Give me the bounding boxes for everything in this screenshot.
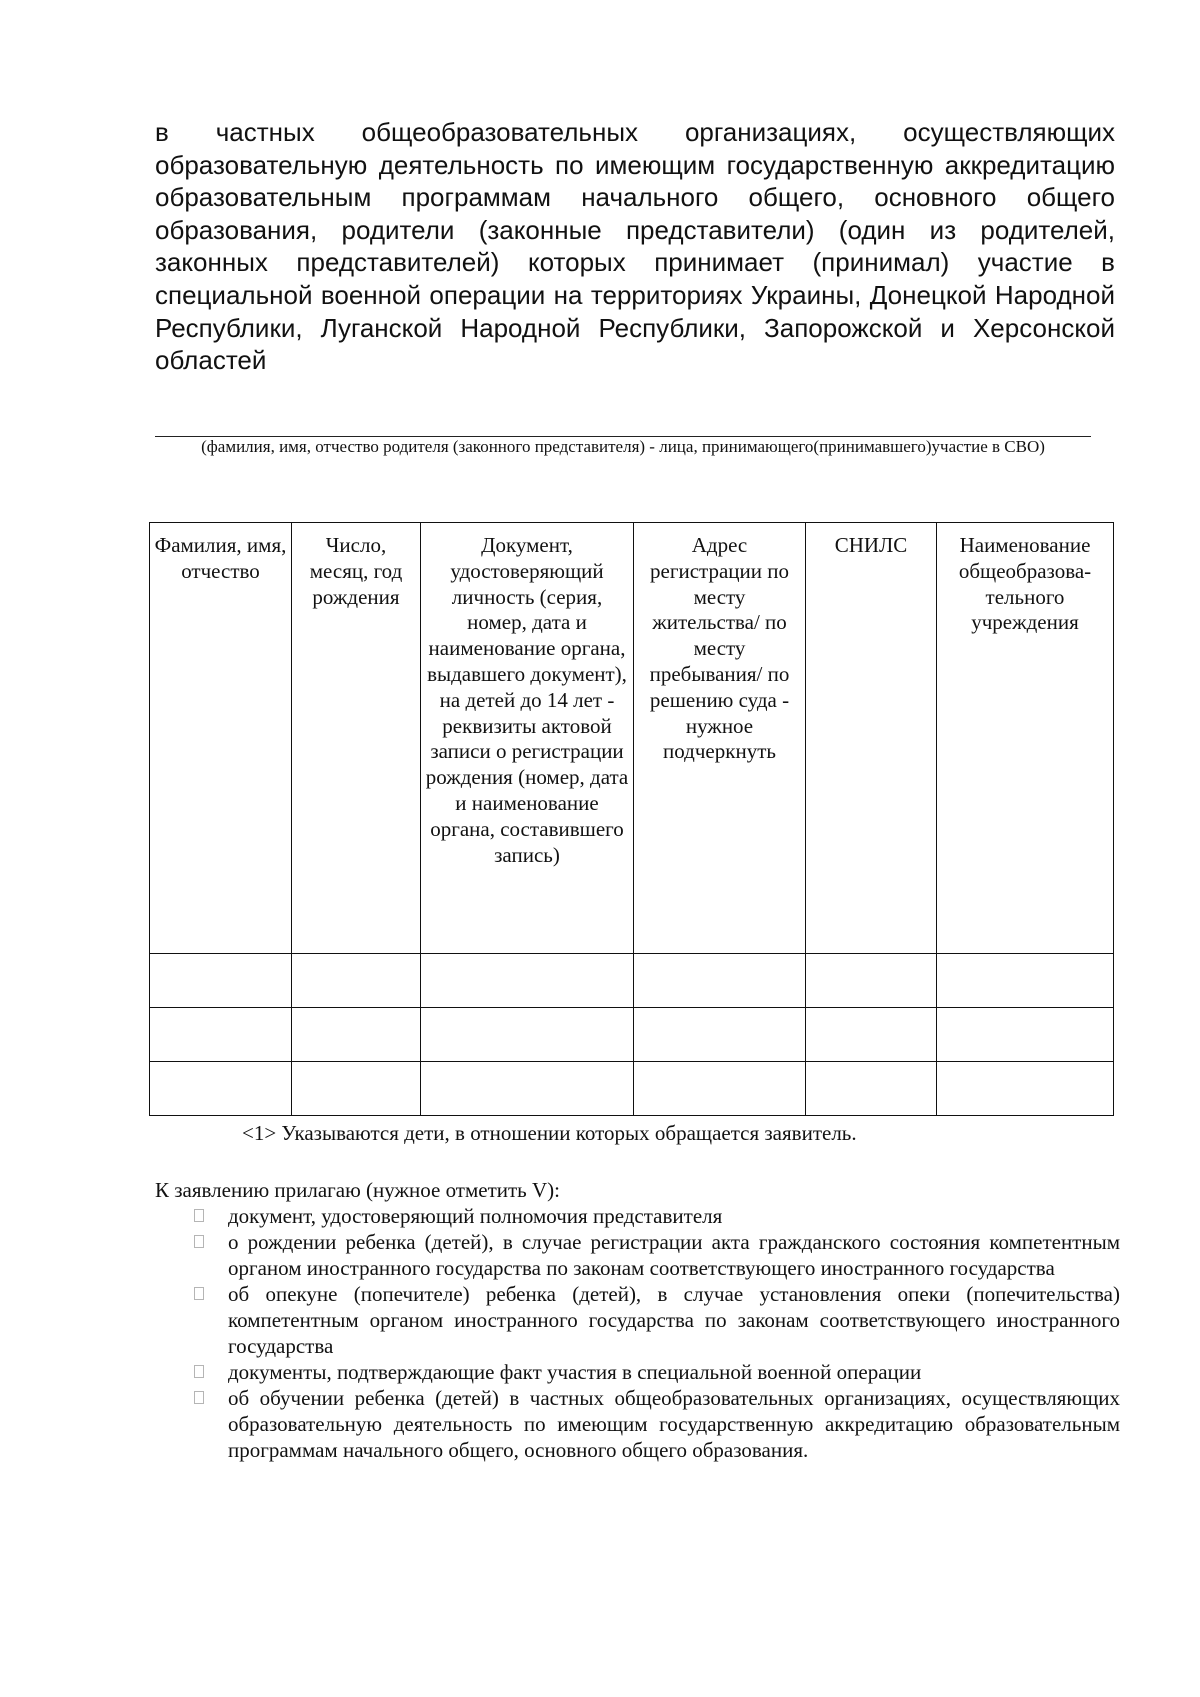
attachment-text: об обучении ребенка (детей) в частных общеобразовательных организациях, осуществляющих образовательную деятельность по имеющим государственную аккредитацию образовательным программам начального общего, основного общего образования. [228,1386,1120,1462]
attachment-text: документ, удостоверяющий полномочия представителя [228,1204,723,1228]
table-cell[interactable] [150,1062,292,1116]
header-address: Адрес регистрации по месту жительства/ по месту пребывания/ по решению суда - нужное подчеркнуть [634,523,806,954]
attachment-item [155,1203,1120,1229]
header-snils: СНИЛС [806,523,937,954]
attachment-checkbox[interactable] [194,1287,204,1300]
attachment-text: об опекуне (попечителе) ребенка (детей), в случае установления опеки (попечительства) компетентным органом иностранного государства по законам соответствующего иностранного государства [228,1282,1120,1358]
table-cell[interactable] [634,1008,806,1062]
attachment-text: о рождении ребенка (детей), в случае регистрации акта гражданского состояния компетентным органом иностранного государства по законам соответствующего иностранного государства [228,1230,1120,1280]
attachment-checkbox[interactable] [194,1209,204,1222]
table-cell[interactable] [806,954,937,1008]
table-row [150,1062,1114,1116]
table-cell[interactable] [806,1062,937,1116]
attachment-checkbox[interactable] [194,1391,204,1404]
table-cell[interactable] [150,1008,292,1062]
signature-caption: (фамилия, имя, отчество родителя (законного представителя) - лица, принимающего(принимавшего)участие в СВО) [201,437,1045,456]
attachment-checkbox[interactable] [194,1365,204,1378]
attachment-text: документы, подтверждающие факт участия в специальной военной операции [228,1360,922,1384]
table-cell[interactable] [421,1062,634,1116]
header-birth-date: Число, месяц, год рождения [292,523,421,954]
table-cell[interactable] [937,1062,1114,1116]
header-school-name: Наименование общеобразова-тельного учреждения [937,523,1114,954]
attachment-item [155,1281,1120,1359]
table-row [150,954,1114,1008]
attachment-item [155,1229,1120,1281]
children-table [149,522,1114,1116]
table-cell[interactable] [937,954,1114,1008]
table-cell[interactable] [292,954,421,1008]
table-cell[interactable] [421,954,634,1008]
table-header-row [150,523,1114,954]
attachment-item [155,1359,1120,1385]
table-cell[interactable] [150,954,292,1008]
attachment-checkbox[interactable] [194,1235,204,1248]
intro-paragraph: в частных общеобразовательных организациях, осуществляющих образовательную деятельность по имеющим государственную аккредитацию образовательным программам начального общего, основного общего образования, родители (законные представители) (один из родителей, законных представителей) которых принимает (принимал) участие в специальной военной операции на территориях Украины, Донецкой Народной Республики, Луганской Народной Республики, Запорожской и Херсонской областей [155,117,1115,376]
attachments-heading: К заявлению прилагаю (нужное отметить V): [155,1178,560,1202]
header-identity-document: Документ, удостоверяющий личность (серия, номер, дата и наименование органа, выдавшего документ), на детей до 14 лет - реквизиты актовой записи о регистрации рождения (номер, дата и наименование органа, составившего запись) [421,523,634,954]
table-cell[interactable] [937,1008,1114,1062]
header-full-name: Фамилия, имя, отчество [150,523,292,954]
table-row [150,1008,1114,1062]
table-cell[interactable] [806,1008,937,1062]
attachments-list [155,1203,1120,1463]
table-cell[interactable] [292,1062,421,1116]
table-cell[interactable] [634,954,806,1008]
table-footnote: <1> Указываются дети, в отношении которых обращается заявитель. [242,1121,857,1145]
table-cell[interactable] [421,1008,634,1062]
table-cell[interactable] [634,1062,806,1116]
table-cell[interactable] [292,1008,421,1062]
attachment-item [155,1385,1120,1463]
